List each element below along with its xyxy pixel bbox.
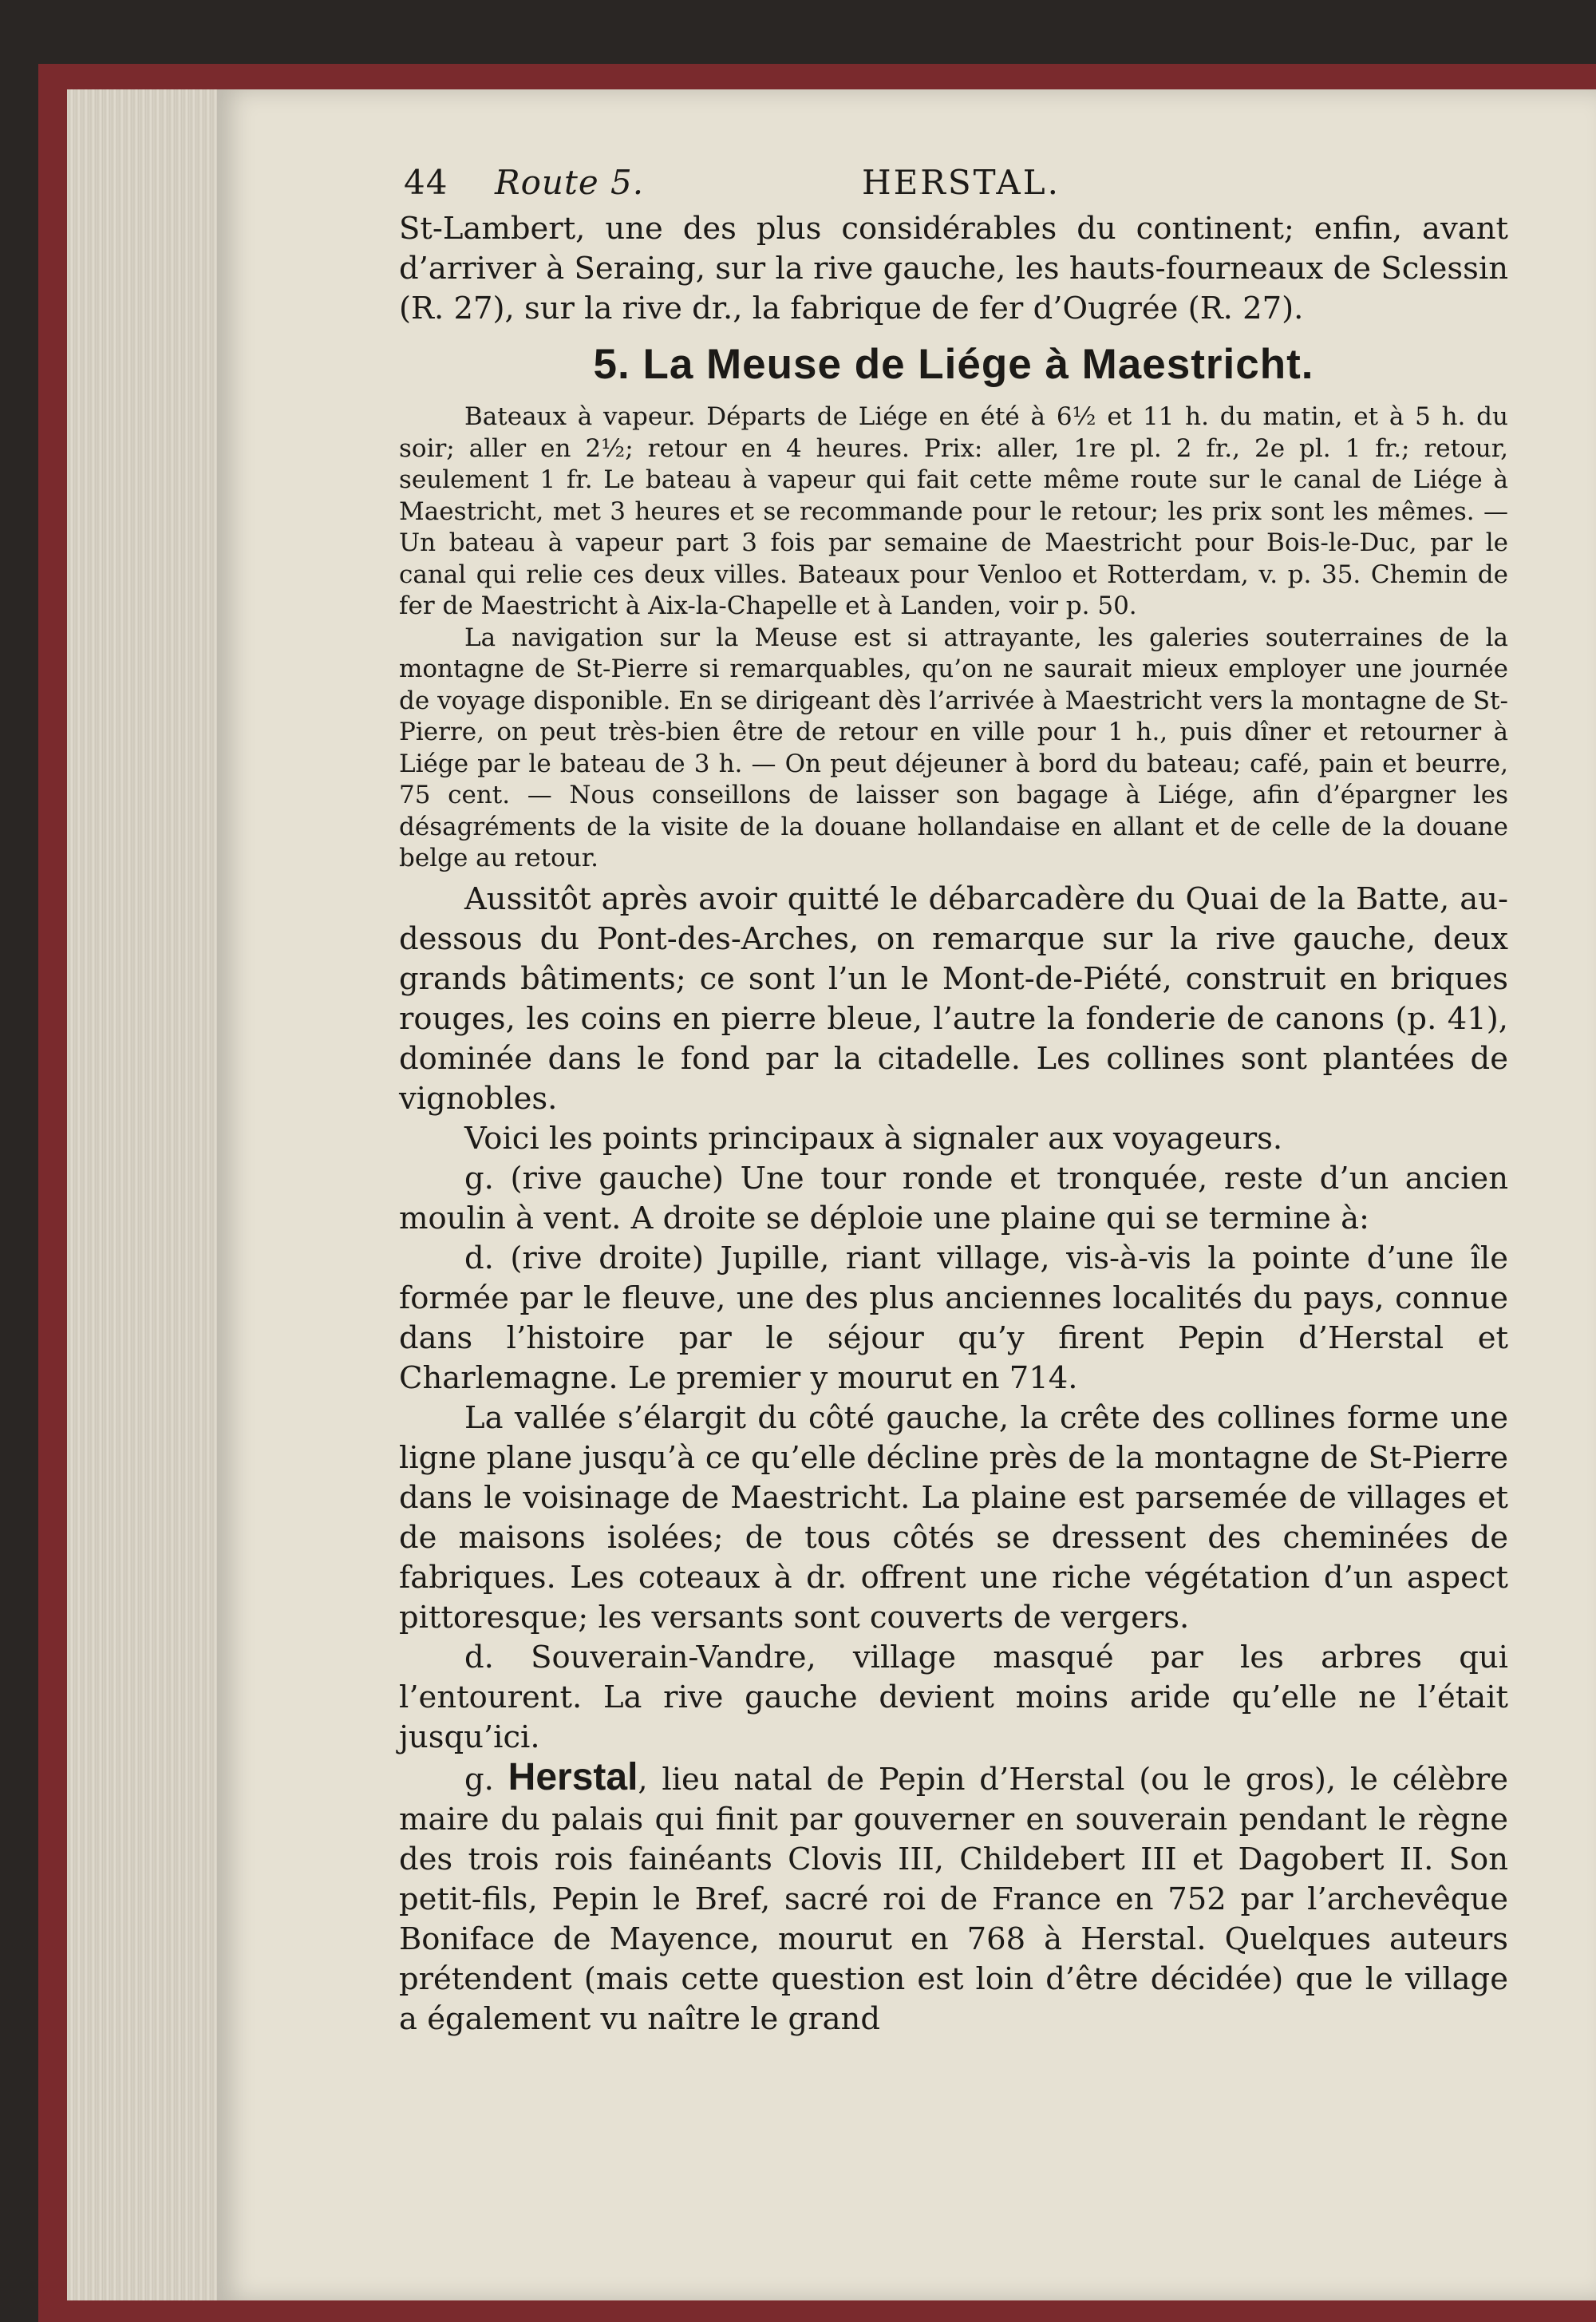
section-title: 5. La Meuse de Liége à Maestricht.: [593, 341, 1314, 388]
place-name-herstal: Herstal: [508, 1755, 638, 1798]
steamboat-info: Bateaux à vapeur. Départs de Liége en été à 6½ et 11 h. du matin, et à 5 h. du soir; aller en 2½; retour en 4 heures. Prix: aller, 1re pl. 2 fr., 2e pl. 1 fr.; retour, seulement 1 fr. Le bateau à vapeur qui fait cette même route sur le canal de Liége à Maestricht, met 3 heures et se recommande pour le retour; les prix sont les mêmes. — Un bateau à vapeur part 3 fois par semaine de Maestricht pour Bois-le-Duc, par le canal qui relie ces deux villes. Bateaux pour Venloo et Rotterdam, v. p. 35. Chemin de fer de Maestricht à Aix-la-Chapelle et à Landen, voir p. 50.: [399, 402, 1508, 620]
body-paragraph: Voici les points principaux à signaler aux voyageurs.: [464, 1120, 1283, 1157]
running-header: [399, 158, 1508, 209]
body-paragraph: d. (rive droite) Jupille, riant village, vis-à-vis la pointe d’une île formée par le fleuve, une des plus anciennes localités du pays, connue dans l’histoire par le séjour qu’y firent Pepin d’Herstal et Charlemagne. Le premier y mourut en 714.: [399, 1240, 1508, 1396]
body-paragraph: La vallée s’élargit du côté gauche, la crête des collines forme une ligne plane jusqu’à ce qu’elle décline près de la montagne de St-Pierre dans le voisinage de Maestricht. La plaine est parsemée de villages et de maisons isolées; de tous côtés se dressent des cheminées de fabriques. Les coteaux à dr. offrent une riche végétation d’un aspect pittoresque; les versants sont couverts de vergers.: [399, 1399, 1508, 1636]
body-paragraph: d. Souverain-Vandre, village masqué par les arbres qui l’entourent. La rive gauche devient moins aride qu’elle ne l’était jusqu’ici.: [399, 1639, 1508, 1755]
herstal-text: , lieu natal de Pepin d’Herstal (ou le gros), le célèbre maire du palais qui finit par gouverner en souverain pendant le règne des trois rois fainéants Clovis III, Childebert III et Dagobert II. Son petit-fils, Pepin le Bref, sacré roi de France en 752 par l’archevêque Boniface de Mayence, mourut en 768 à Herstal. Quelques auteurs prétendent (mais cette question est loin d’être décidée) que le village a également vu naître le grand: [399, 1761, 1508, 2037]
herstal-paragraph: [399, 1755, 1508, 2039]
intro-paragraph: St-Lambert, une des plus considérables du continent; enfin, avant d’arriver à Seraing, sur la rive gauche, les hauts-fourneaux de Sclessin (R. 27), sur la rive dr., la fabrique de fer d’Ougrée (R. 27).: [399, 211, 1508, 326]
page-number: 44: [404, 163, 448, 202]
side-marker: g.: [464, 1761, 494, 1798]
navigation-note: La navigation sur la Meuse est si attrayante, les galeries souterraines de la montagne de St-Pierre si remarquables, qu’on ne saurait mieux employer une journée de voyage disponible. En se dirigeant dès l’arrivée à Maestricht vers la montagne de St-Pierre, on peut très-bien être de retour en ville pour 1 h., puis dîner et retourner à Liége par le bateau de 3 h. — On peut déjeuner à bord du bateau; café, pain et beurre, 75 cent. — Nous conseillons de laisser son bagage à Liége, afin d’épargner les désagréments de la visite de la douane hollandaise en allant et de celle de la douane belge au retour.: [399, 623, 1508, 872]
body-paragraph: Aussitôt après avoir quitté le débarcadère du Quai de la Batte, au-dessous du Pont-des-Arches, on remarque sur la rive gauche, deux grands bâtiments; ce sont l’un le Mont-de-Piété, construit en briques rouges, les coins en pierre bleue, l’autre la fonderie de canons (p. 41), dominée dans le fond par la citadelle. Les collines sont plantées de vignobles.: [399, 880, 1508, 1117]
page-content: [399, 158, 1508, 2039]
route-label: Route 5.: [495, 163, 645, 202]
body-paragraph: g. (rive gauche) Une tour ronde et tronquée, reste d’un ancien moulin à vent. A droite se déploie une plaine qui se termine à:: [399, 1160, 1508, 1236]
page-edges: [67, 89, 219, 2300]
running-title: HERSTAL.: [862, 163, 1061, 202]
